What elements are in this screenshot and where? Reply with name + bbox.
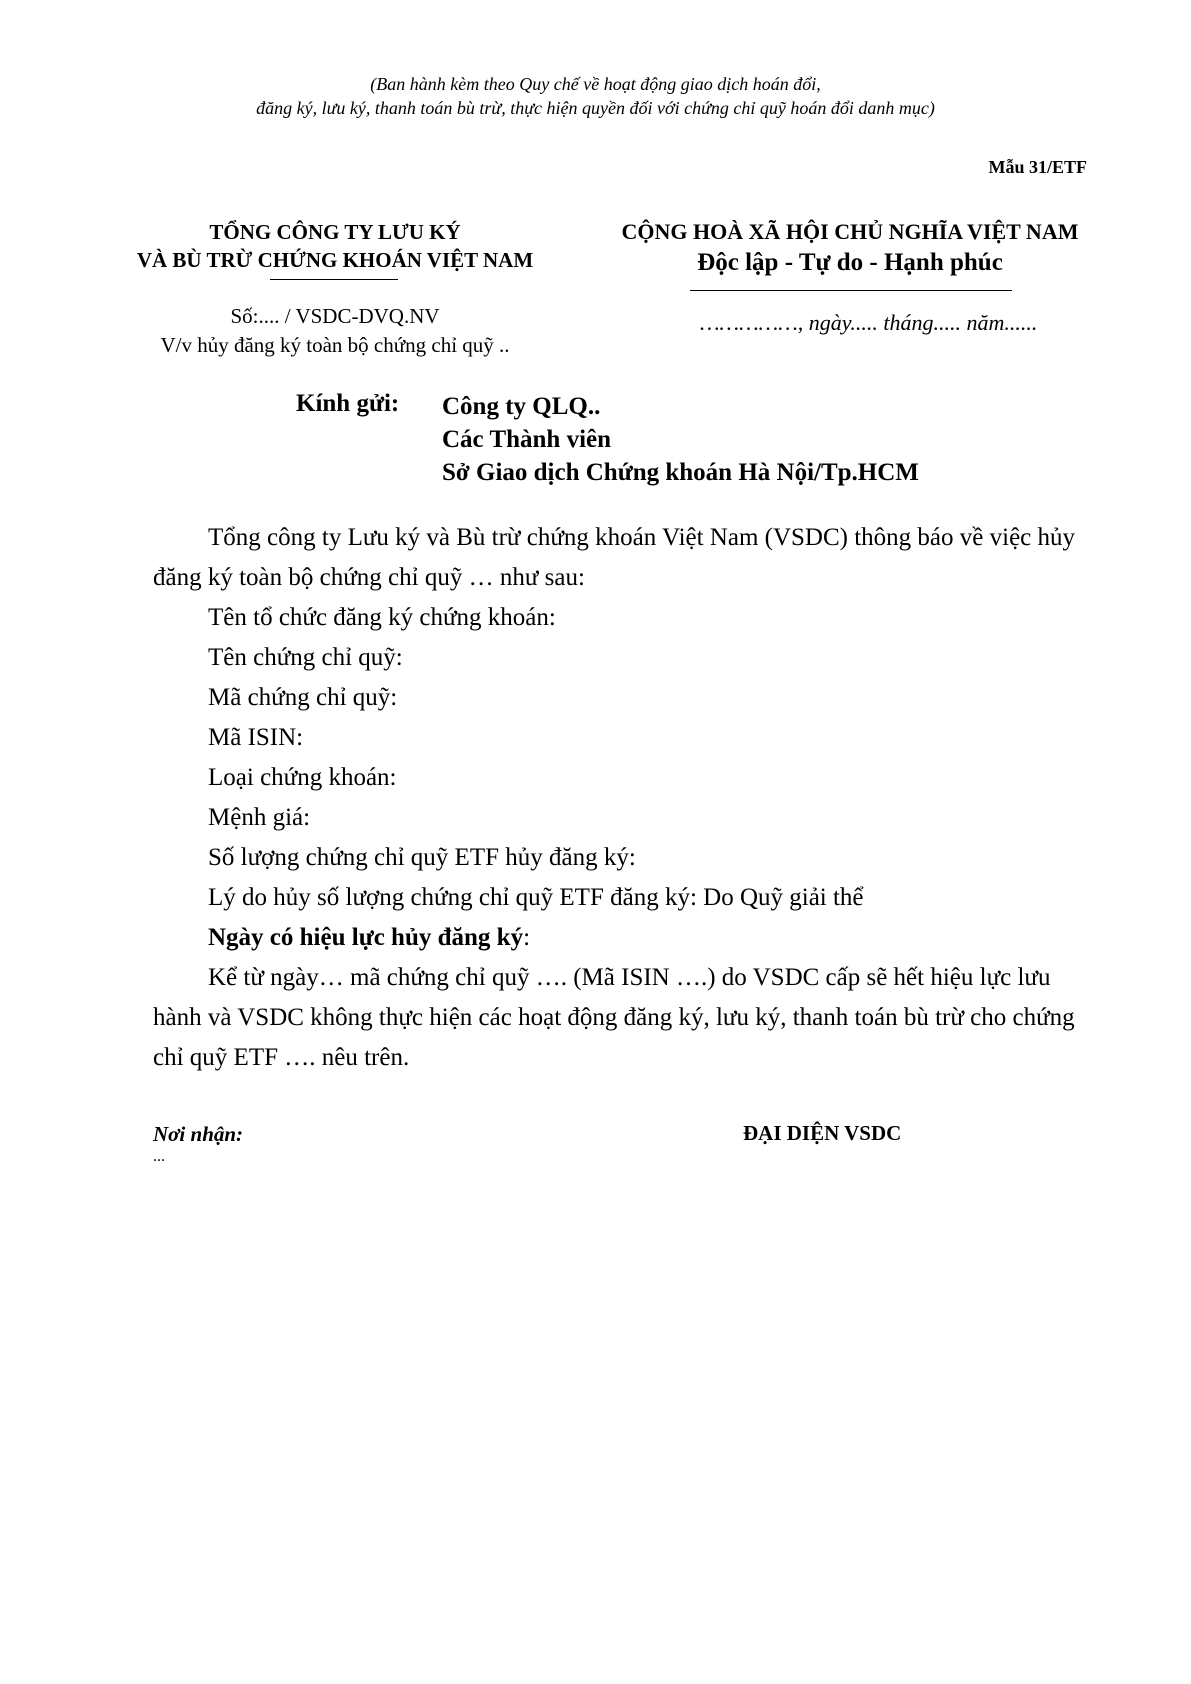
issuer-header — [105, 218, 565, 274]
header-note — [0, 72, 1191, 120]
signature-block: ĐẠI DIỆN VSDC — [743, 1121, 902, 1145]
field-line: Tên tổ chức đăng ký chứng khoán: — [208, 604, 556, 631]
recipient-item: Các Thành viên — [442, 426, 612, 453]
issuer-line-2: VÀ BÙ TRỪ CHỨNG KHOÁN VIỆT NAM — [136, 248, 534, 272]
recipients-footer — [153, 1121, 243, 1167]
header-note-line-1: (Ban hành kèm theo Quy chế về hoạt động giao dịch hoán đổi, — [370, 74, 821, 94]
field-line: Số lượng chứng chỉ quỹ ETF hủy đăng ký: — [208, 844, 636, 871]
issuer-line-1: TỔNG CÔNG TY LƯU KÝ — [209, 220, 461, 244]
field-line: Mã chứng chỉ quỹ: — [208, 684, 398, 711]
national-motto-line-1: CỘNG HOÀ XÃ HỘI CHỦ NGHĨA VIỆT NAM — [621, 219, 1079, 244]
effective-date-line — [153, 918, 1083, 958]
recipient-list — [442, 390, 919, 489]
national-motto-line-2: Độc lập - Tự do - Hạnh phúc — [697, 249, 1003, 276]
field-line: Tên chứng chỉ quỹ: — [208, 644, 403, 671]
national-underline — [690, 290, 1012, 291]
header-note-line-2: đăng ký, lưu ký, thanh toán bù trừ, thực hiện quyền đối với chứng chỉ quỹ hoán đổi danh mục) — [256, 98, 935, 118]
intro-paragraph: Tổng công ty Lưu ký và Bù trừ chứng khoán Việt Nam (VSDC) thông báo về việc hủy đăng ký toàn bộ chứng chỉ quỹ … như sau: — [153, 524, 1076, 591]
form-code: Mẫu 31/ETF — [988, 157, 1087, 177]
document-number: Số:.... / VSDC-DVQ.NV — [230, 304, 440, 328]
recipient-item: Công ty QLQ.. — [442, 393, 601, 420]
letter-body — [153, 518, 1083, 1078]
field-line: Loại chứng khoán: — [208, 764, 397, 791]
recipients-footer-placeholder: ... — [153, 1148, 165, 1165]
recipients-footer-label: Nơi nhận: — [153, 1122, 244, 1146]
recipient-item: Sở Giao dịch Chứng khoán Hà Nội/Tp.HCM — [442, 459, 919, 486]
effective-date-label: Ngày có hiệu lực hủy đăng ký — [208, 924, 524, 951]
national-header — [580, 218, 1120, 280]
field-line: Mệnh giá: — [208, 804, 311, 831]
closing-paragraph: Kể từ ngày… mã chứng chỉ quỹ …. (Mã ISIN ….) do VSDC cấp sẽ hết hiệu lực lưu hành và VSDC không thực hiện các hoạt động đăng ký, lưu ký, thanh toán bù trừ cho chứng chỉ quỹ ETF …. nêu trên. — [153, 964, 1075, 1071]
field-line: Mã ISIN: — [208, 724, 304, 751]
date-line: ……………, ngày..... tháng..... năm...... — [700, 310, 1038, 335]
field-line: Lý do hủy số lượng chứng chỉ quỹ ETF đăng ký: Do Quỹ giải thể — [208, 884, 864, 911]
greeting-label: Kính gửi: — [296, 390, 400, 417]
issuer-meta — [105, 302, 565, 360]
issuer-underline — [270, 279, 398, 280]
document-subject: V/v hủy đăng ký toàn bộ chứng chỉ quỹ .. — [160, 333, 510, 357]
effective-date-colon: : — [523, 924, 531, 951]
